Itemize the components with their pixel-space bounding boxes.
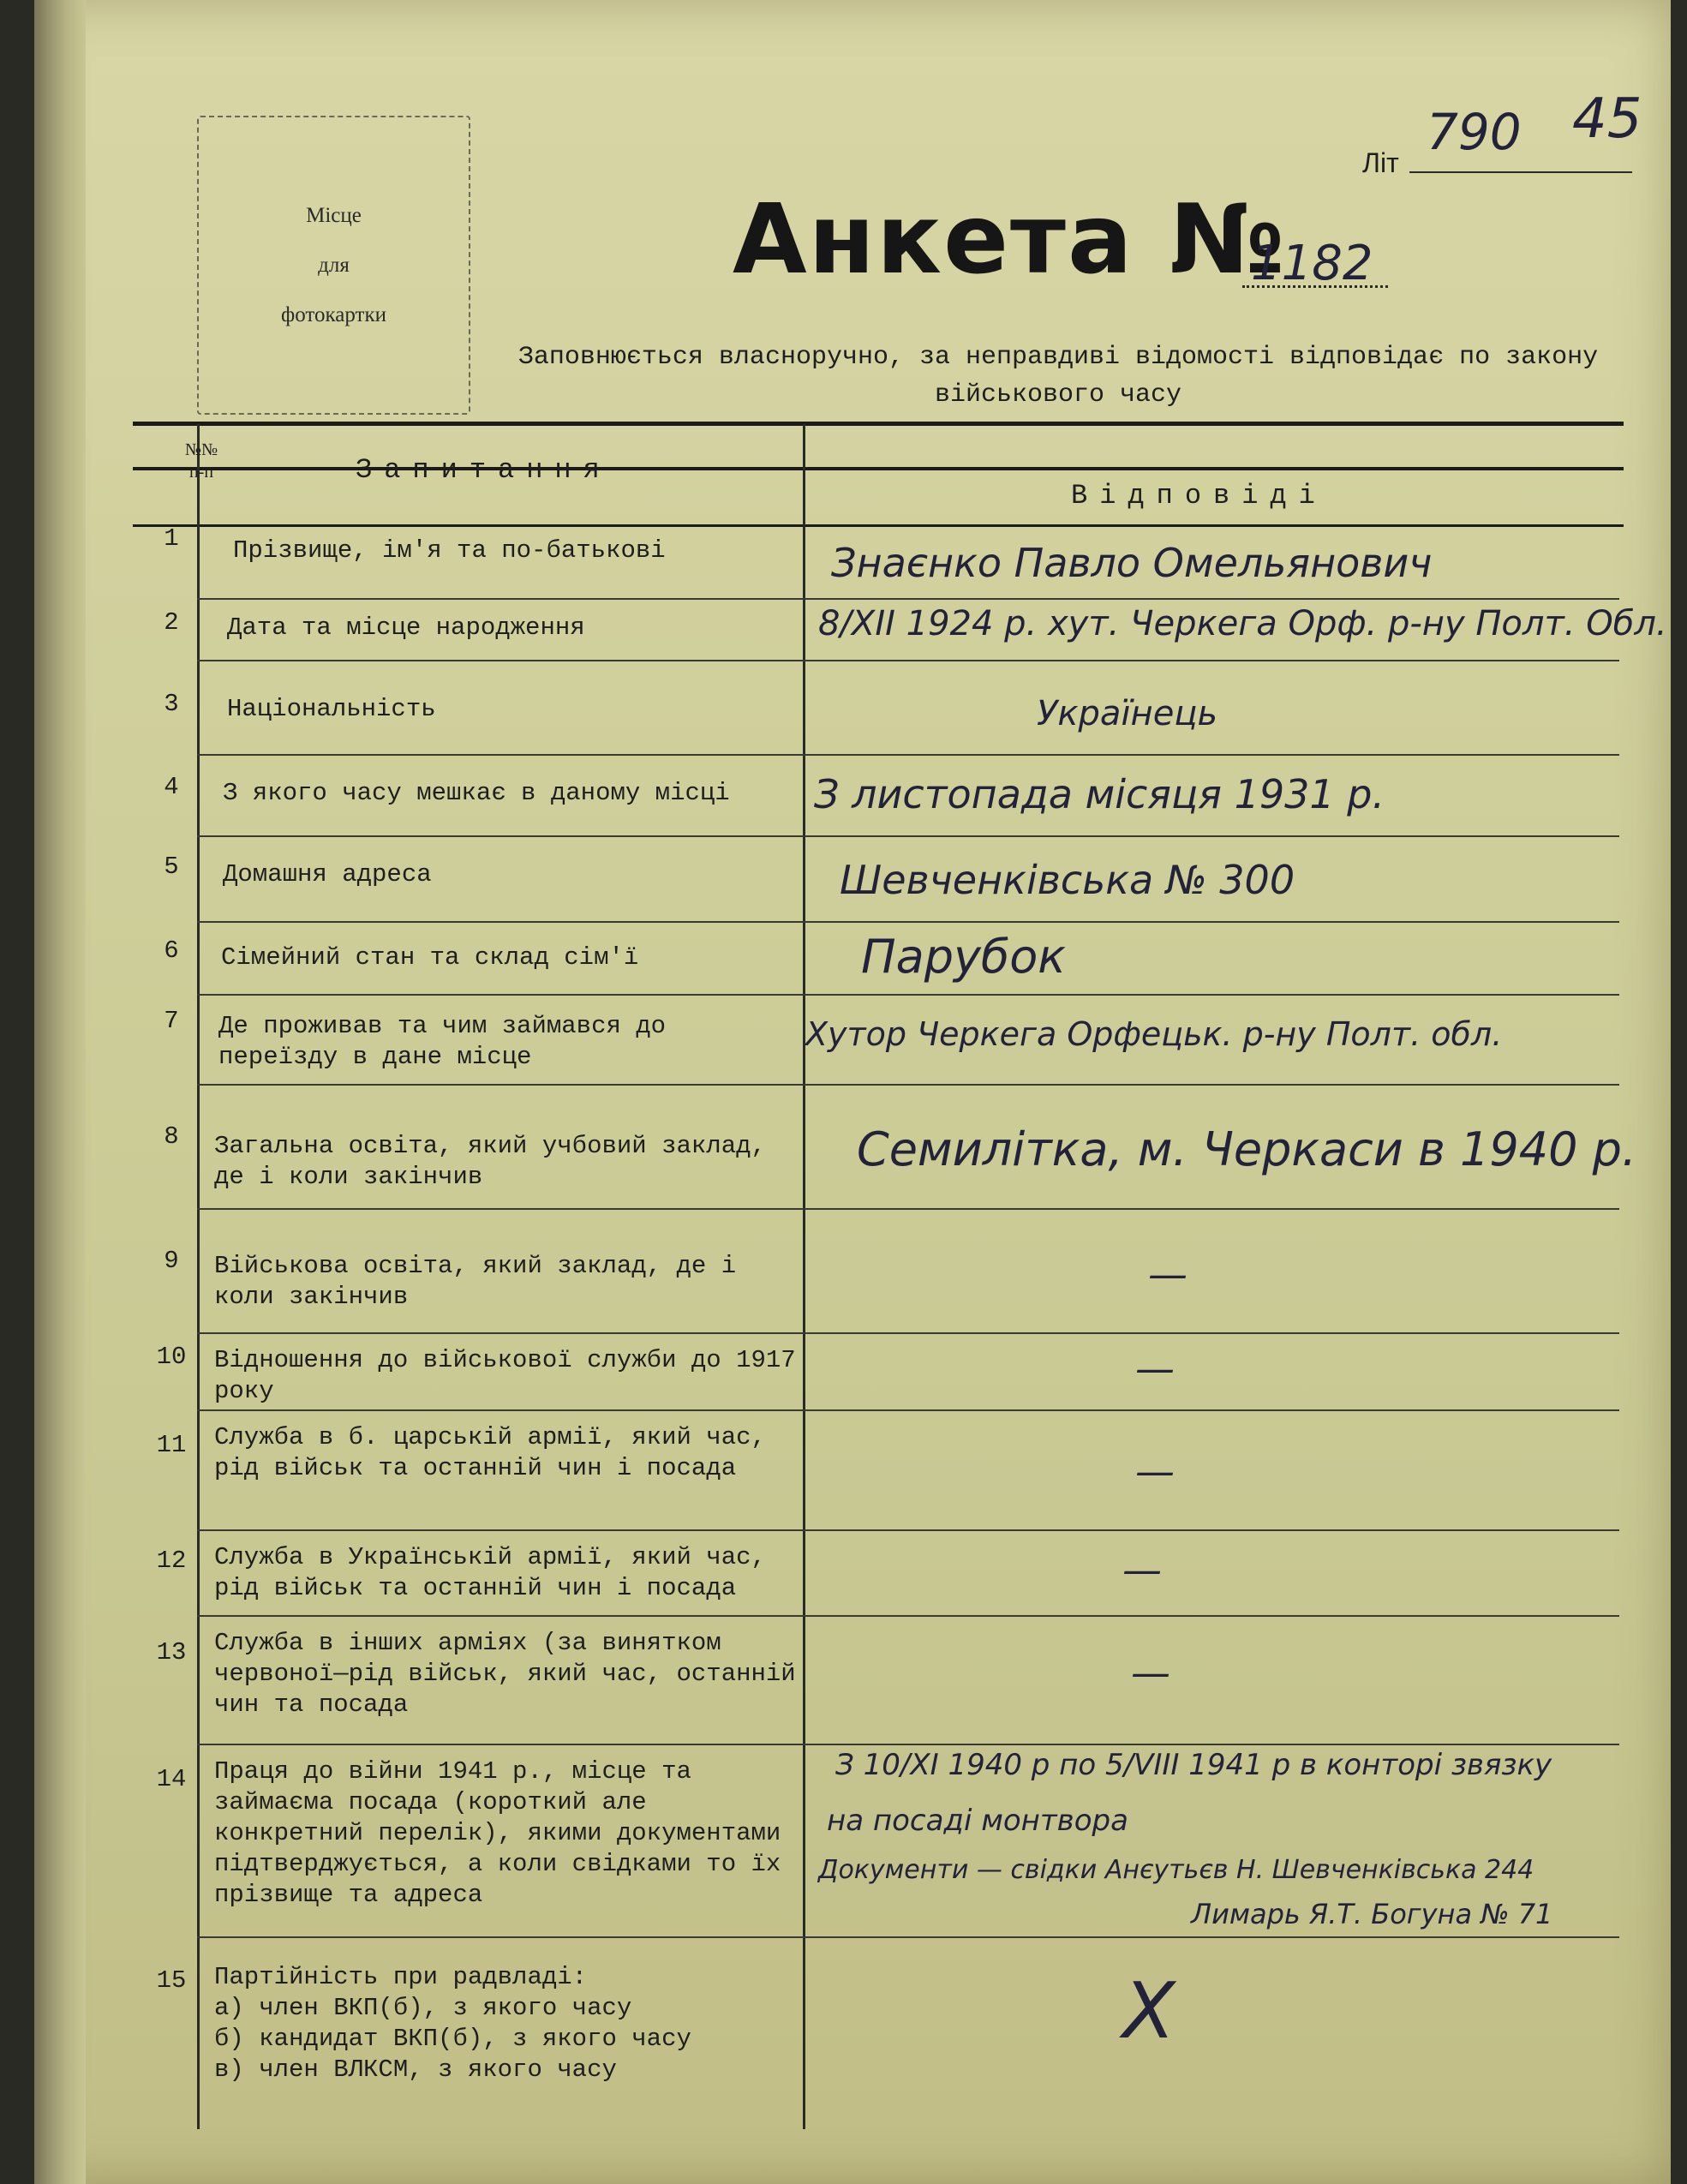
row-num-7: 7 [164,1007,179,1035]
answer-1: Знаєнко Павло Омельянович [831,540,1433,586]
answer-8: Семилітка, м. Черкаси в 1940 р. [857,1122,1637,1176]
row-num-12: 12 [156,1547,187,1575]
questionnaire-page [34,0,1671,2184]
question-10: Відношення до військової служби до 1917 року [214,1346,796,1405]
row-separator [197,754,1619,756]
answer-11: — [1135,1448,1175,1494]
row-separator [197,1332,1619,1334]
answer-2: 8/XII 1924 р. хут. Черкега Орф. р-ну Полт. Обл. [818,604,1667,643]
row-separator [197,598,1619,600]
answer-10: — [1135,1345,1175,1391]
row-num-13: 13 [156,1638,187,1666]
row-separator [197,835,1619,837]
question-7: Де проживав та чим займався до переїзду в дане місце [218,1012,667,1071]
question-9: Військова освіта, який заклад, де і коли закінчив [214,1252,737,1311]
question-14: Праця до війни 1941 р., місце та займаєма посада (короткий але конкретний перелік), якими документами підтверджується, а коли свідками то їх прізвище та адреса [214,1757,781,1909]
question-15: Партійність при радвладі: а) член ВКП(б), з якого часу б) кандидат ВКП(б), з якого часу в) член ВЛКСМ, з якого часу [214,1963,691,2084]
row-num-15: 15 [156,1966,187,1995]
row-num-4: 4 [164,773,179,801]
row-num-2: 2 [164,608,179,637]
col-question-header: Запитання [356,454,612,486]
row-separator [197,1084,1619,1086]
sheet-underline [1409,171,1632,173]
answer-12: — [1122,1547,1162,1593]
binding-edge [34,0,86,2184]
row-num-14: 14 [156,1765,187,1793]
row-num-5: 5 [164,853,179,881]
col-divider-num [197,424,200,2129]
row-separator [197,660,1619,661]
question-11: Служба в б. царській армії, який час, рід військ та останній чин і посада [214,1423,766,1482]
question-13: Служба в інших арміях (за винятком червоної—рід військ, який час, останній чин та посада [214,1629,796,1719]
row-num-8: 8 [164,1122,179,1151]
photo-placeholder-line3: фотокартки [281,302,386,326]
photo-placeholder-line1: Місце [306,203,362,227]
answer-5: Шевченківська № 300 [840,857,1295,903]
question-12: Служба в Українській армії, який час, рід військ та останній чин і посада [214,1543,766,1602]
answer-3: Українець [1037,694,1218,733]
page-title: Анкета № [733,184,1287,296]
answer-14-line-1: З 10/XI 1940 р по 5/VIII 1941 р в конторі звязку [835,1748,1552,1782]
question-4: З якого часу мешкає в даному місці [223,779,730,807]
photo-placeholder [197,116,470,415]
answer-15: Х [1122,1966,1176,2056]
col-num-header: №№ п-п [184,440,218,482]
row-num-1: 1 [164,524,179,553]
row-separator [197,1936,1619,1938]
answer-6: Парубок [861,930,1066,984]
subtitle: Заповнюється власноручно, за неправдиві відомості відповідає по закону військового часу [517,343,1599,410]
answer-14-line-4: Лимарь Я.Т. Богуна № 71 [1191,1898,1553,1930]
row-num-10: 10 [156,1343,187,1371]
answer-9: — [1148,1251,1187,1297]
row-separator [197,1744,1619,1745]
sheet-number: 790 [1427,103,1522,161]
row-num-3: 3 [164,690,179,718]
row-num-6: 6 [164,936,179,965]
answer-14-line-3: Документи — свідки Анєутьєв Н. Шевченківська 244 [818,1855,1534,1885]
question-3: Національність [227,695,436,723]
answer-13: — [1131,1649,1170,1696]
col-divider-question [803,424,805,2129]
row-num-11: 11 [156,1431,187,1459]
sheet-number-2: 45 [1572,87,1642,151]
answer-7: Хутор Черкега Орфецьк. р-ну Полт. обл. [805,1015,1503,1053]
question-8: Загальна освіта, який учбовий заклад, де і коли закінчив [214,1132,766,1191]
row-separator [197,1409,1619,1411]
row-separator [197,994,1619,996]
questionnaire-number: 1182 [1251,236,1373,291]
answer-14-line-2: на посаді монтвора [827,1804,1128,1838]
col-answer-header: Відповіді [1071,480,1327,512]
question-5: Домашня адреса [223,860,432,889]
answer-4: З листопада місяця 1931 р. [814,771,1385,817]
row-num-9: 9 [164,1247,179,1275]
row-separator [197,1615,1619,1617]
header-bottom-rule-2 [133,524,1624,527]
photo-placeholder-line2: для [318,253,350,277]
table-top-rule [133,422,1624,426]
question-2: Дата та місце народження [227,613,585,642]
question-6: Сімейний стан та склад сім'ї [221,943,639,972]
question-1: Прізвище, ім'я та по-батькові [233,536,666,565]
row-separator [197,1208,1619,1210]
row-separator [197,921,1619,923]
sheet-label: Літ [1362,147,1399,178]
row-separator [197,1529,1619,1531]
